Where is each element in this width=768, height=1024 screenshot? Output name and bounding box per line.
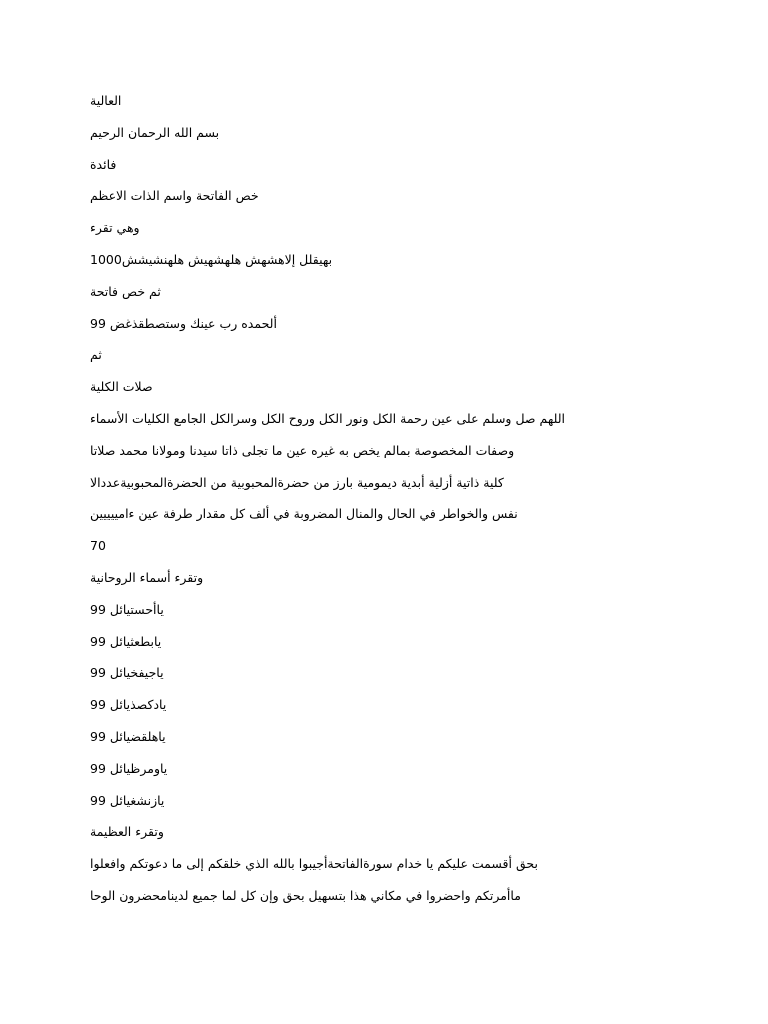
text-line: العالية (90, 93, 122, 108)
text-line: وتقرء العظيمة (90, 824, 164, 840)
text-line: 70 (90, 538, 106, 554)
text-line: يادكصذيائل 99 (90, 697, 167, 713)
text-line: وتقرء أسماء الروحانية (90, 569, 204, 585)
text-line: فائدة (90, 156, 117, 172)
text-line: ياجيفخيائل 99 (90, 665, 164, 681)
text-line: بسم الله الرحمان الرحيم (90, 124, 220, 140)
text-line: ياومرظيائل 99 (90, 760, 168, 776)
text-line: ألحمده رب عينك وستصطقذغض 99 (90, 315, 277, 331)
text-line: وصفات المخصوصة بمالم يخص به غيره عين ما تجلى ذاتا سيدنا ومولانا محمد صلاتا (90, 442, 515, 458)
text-line: يازنشغيائل 99 (90, 792, 165, 808)
text-line: ياهلقضيائل 99 (90, 728, 166, 744)
text-line: نفس والخواطر في الحال والمنال المضروبة في ألف كل مقدار طرفة عين ءامييييين (90, 506, 518, 522)
text-line: ياأحستيائل 99 (90, 601, 164, 617)
document-body (90, 92, 690, 919)
text-line: خص الفاتحة واسم الذات الاعظم (90, 188, 259, 204)
text-line: ثم خص فاتحة (90, 283, 161, 299)
text-line: كلية ذاتية أزلية أبدية ديمومية بارز من حضرةالمحبوبية من الحضرةالمحبوبيةعددالا (90, 474, 504, 490)
text-line: بحق أقسمت عليكم يا خدام سورةالفاتحةأجيبوا بالله الذي خلقكم إلى ما دعوتكم وافعلوا (90, 856, 538, 872)
text-line: اللهم صل وسلم على عين رحمة الكل ونور الكل وروح الكل وسرالكل الجامع الكليات الأسماء (90, 410, 565, 426)
text-line: يابطعثيائل 99 (90, 633, 162, 649)
text-line: وهي تقرء (90, 220, 140, 236)
text-line: ثم (90, 347, 102, 363)
text-line: ماأمرتكم واحضروا في مكاني هذا بتسهيل بحق وإن كل لما جميع لدينامحضرون الوحا (90, 887, 521, 903)
text-line: بهيقلل إلاهشهش هلهشهيش هلهنشيشش1000 (90, 251, 333, 267)
text-line: صلات الكلية (90, 379, 153, 395)
